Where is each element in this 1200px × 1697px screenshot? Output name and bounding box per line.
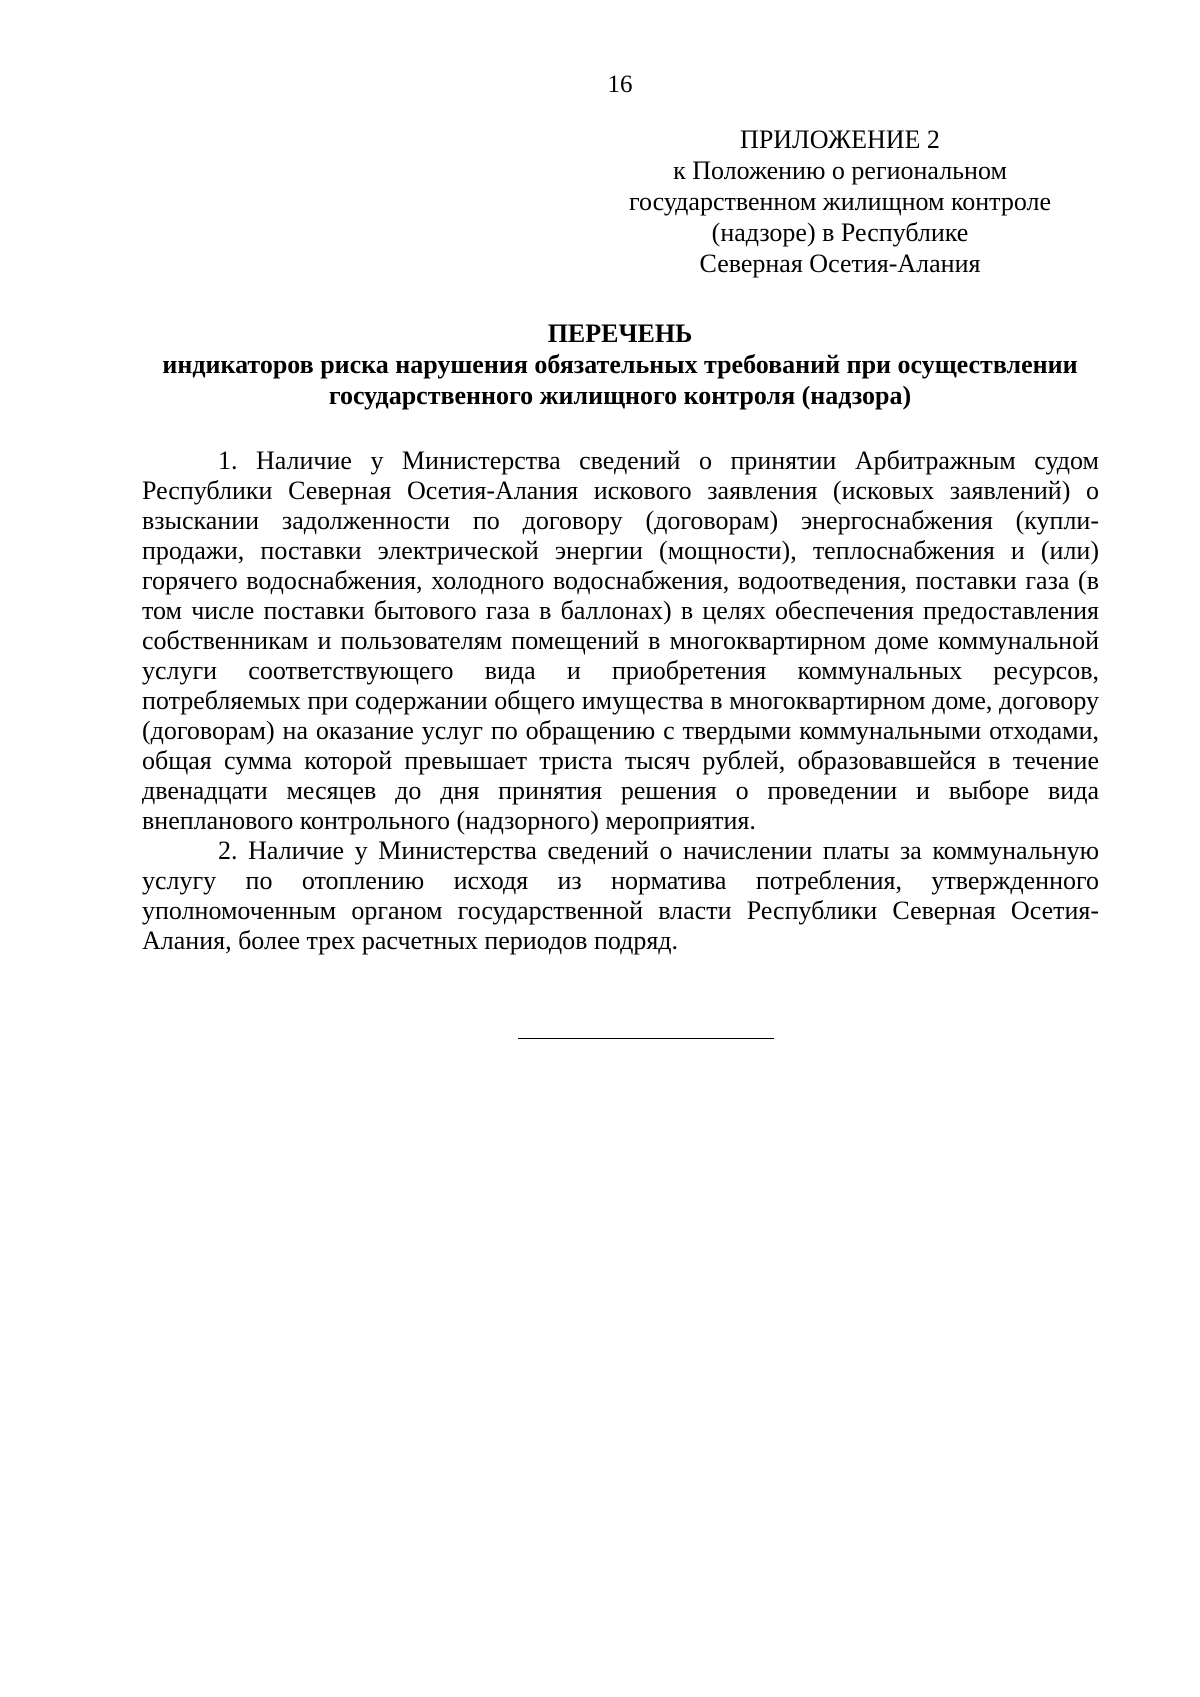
page-number: 16: [607, 71, 633, 98]
document-title: [140, 318, 1100, 411]
paragraph-item-1: 1. Наличие у Министерства сведений о принятии Арбитражным судом Республики Северная Осетия-Алания искового заявления (исковых заявлений) о взыскании задолженности по договору (договорам) энергоснабжения (купли-продажи, поставки электрической энергии (мощности), теплоснабжения и (или) горячего водоснабжения, холодного водоснабжения, водоотведения, поставки газа (в том числе поставки бытового газа в баллонах) в целях обеспечения предоставления собственникам и пользователям помещений в многоквартирном доме коммунальной услуги соответствующего вида и приобретения коммунальных ресурсов, потребляемых при содержании общего имущества в многоквартирном доме, договору (договорам) на оказание услуг по обращению с твердыми коммунальными отходами, общая сумма которой превышает триста тысяч рублей, образовавшейся в течение двенадцати месяцев до дня принятия решения о проведении и выборе вида внепланового контрольного (надзорного) мероприятия.: [142, 446, 1099, 835]
title-subtitle-line: индикаторов риска нарушения обязательных требований при осуществлении: [162, 350, 1078, 379]
document-body: [142, 446, 1099, 956]
paragraph-item-2: 2. Наличие у Министерства сведений о начислении платы за коммунальную услугу по отоплению исходя из норматива потребления, утвержденного уполномоченным органом государственной власти Республики Северная Осетия-Алания, более трех расчетных периодов подряд.: [142, 836, 1099, 955]
appendix-block: [620, 124, 1060, 279]
title-subtitle-line: государственного жилищного контроля (надзора): [328, 381, 912, 410]
appendix-label: ПРИЛОЖЕНИЕ 2: [740, 125, 940, 154]
appendix-reference-line: государственном жилищном контроле: [628, 187, 1052, 216]
appendix-reference-line: (надзоре) в Республике: [711, 218, 969, 247]
end-divider-line: [518, 1038, 774, 1039]
appendix-reference-line: Северная Осетия-Алания: [699, 249, 981, 278]
appendix-reference-line: к Положению о региональном: [673, 156, 1007, 185]
title-heading: ПЕРЕЧЕНЬ: [547, 319, 693, 348]
